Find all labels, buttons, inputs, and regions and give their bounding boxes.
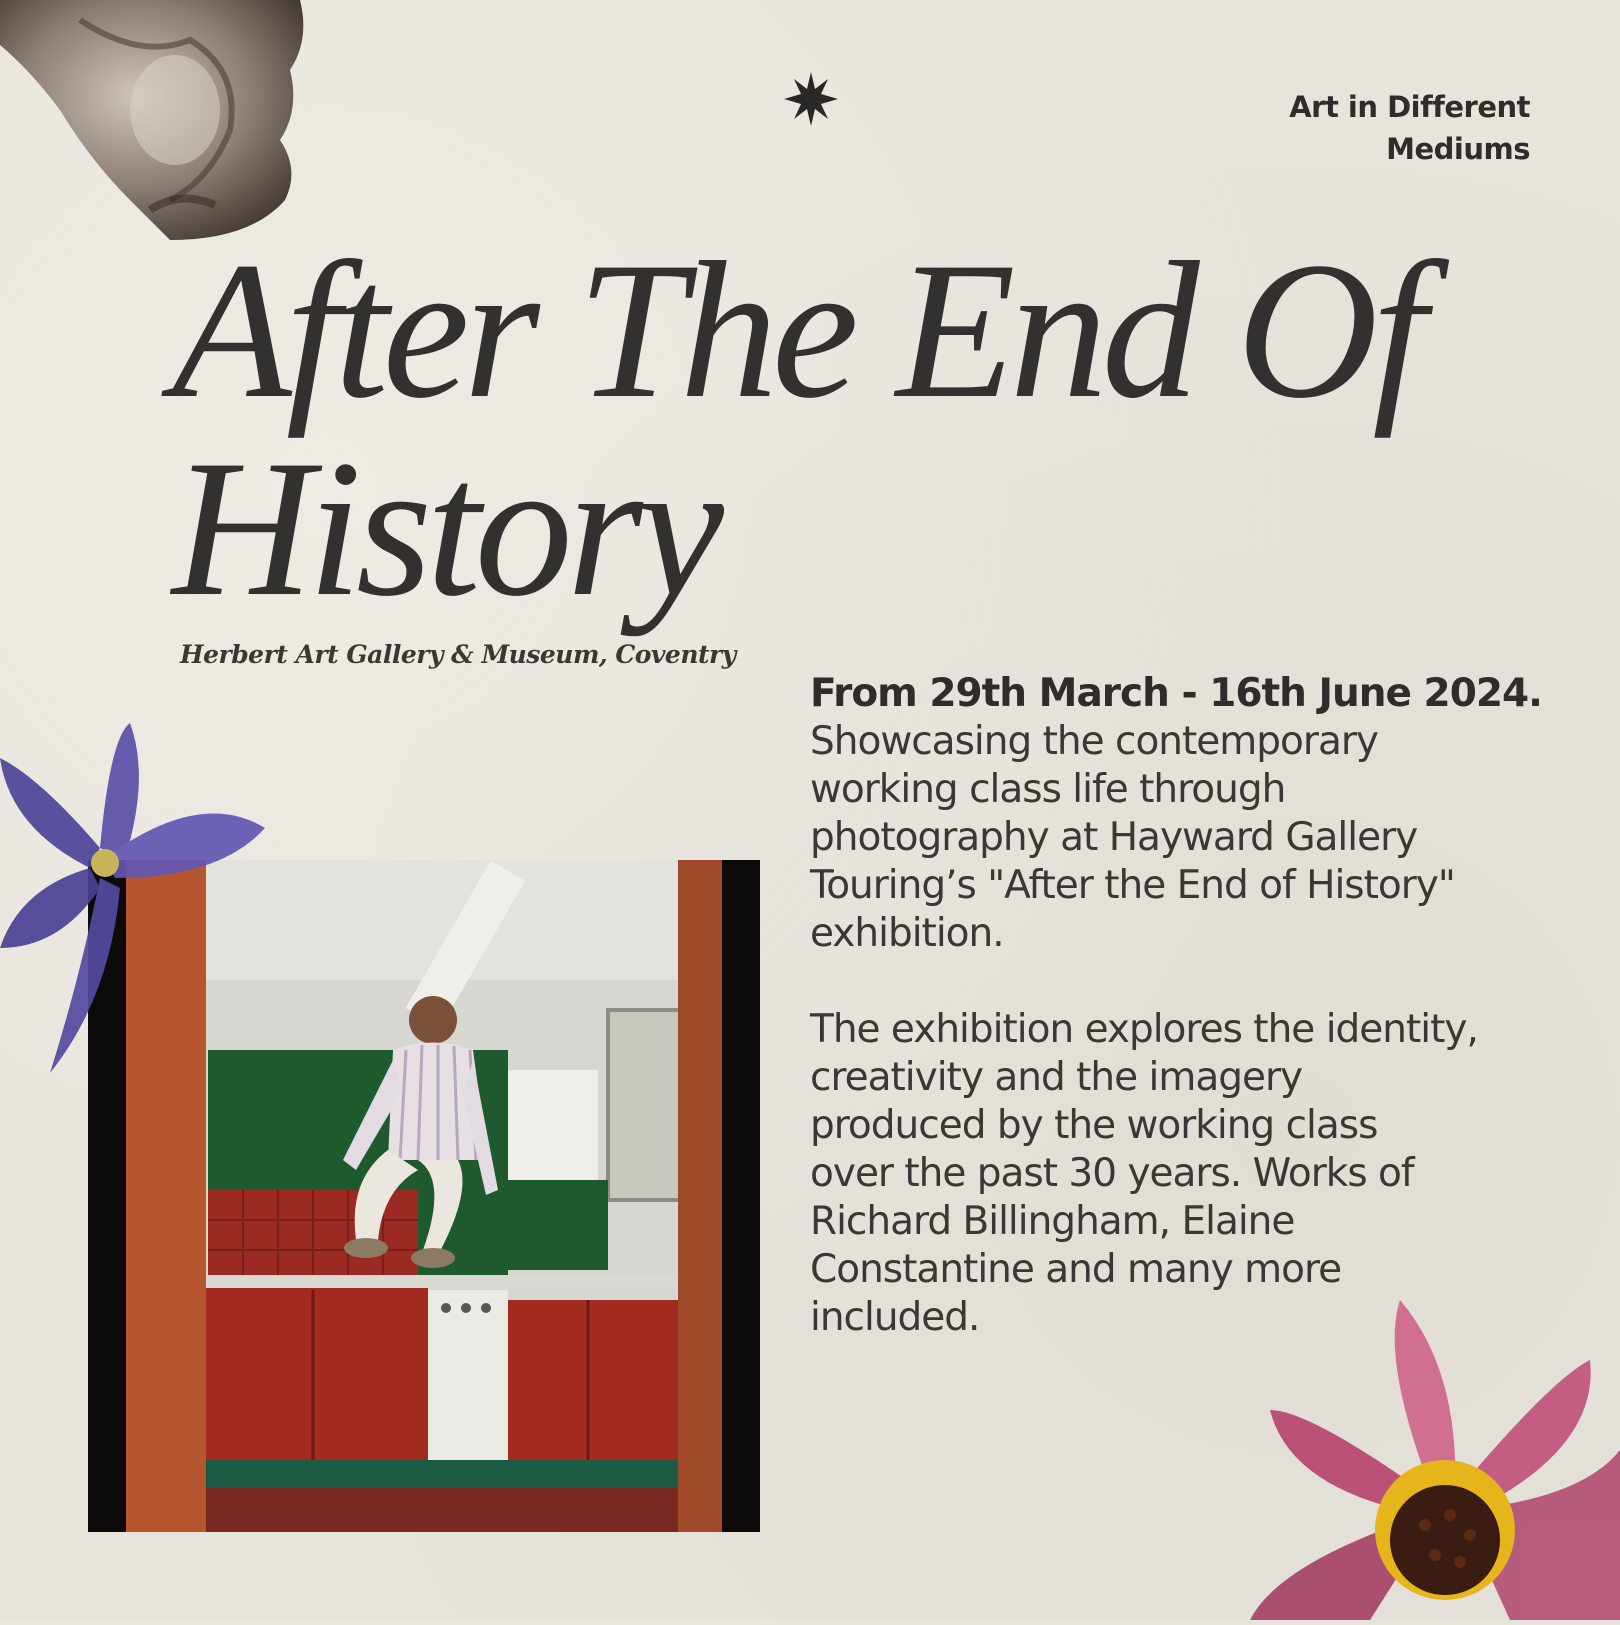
description-line: Constantine and many more — [810, 1247, 1342, 1292]
pink-flower-image — [1250, 1300, 1620, 1620]
paragraph-spacer — [810, 958, 1570, 1006]
description-line: produced by the working class — [810, 1103, 1378, 1148]
description-line: included. — [810, 1295, 980, 1340]
description-line: exhibition. — [810, 911, 1004, 956]
page-title-line1: After The End Of — [172, 222, 1421, 439]
description — [810, 670, 1570, 1342]
description-paragraph-1 — [810, 718, 1570, 958]
description-line: creativity and the imagery — [810, 1055, 1303, 1100]
description-paragraph-2 — [810, 1006, 1570, 1342]
venue-subtitle: Herbert Art Gallery & Museum, Coventry — [180, 640, 736, 669]
description-line: Showcasing the contemporary — [810, 719, 1378, 764]
description-line: over the past 30 years. Works of — [810, 1151, 1414, 1196]
description-line: photography at Hayward Gallery — [810, 815, 1418, 860]
header-tag — [1230, 86, 1530, 170]
eight-point-star-icon — [784, 72, 838, 126]
header-tag-line1: Art in Different — [1289, 90, 1530, 124]
description-line: Touring’s "After the End of History" — [810, 863, 1455, 908]
page-title-line2: History — [172, 420, 718, 637]
description-line: working class life through — [810, 767, 1286, 812]
blue-flower-image — [0, 718, 270, 1078]
description-line: Richard Billingham, Elaine — [810, 1199, 1295, 1244]
description-line: The exhibition explores the identity, — [810, 1007, 1478, 1052]
page-title — [172, 222, 1472, 637]
sculpture-cutout-image — [0, 0, 320, 245]
header-tag-line2: Mediums — [1386, 132, 1530, 166]
exhibition-dates: From 29th March - 16th June 2024. — [810, 671, 1542, 716]
